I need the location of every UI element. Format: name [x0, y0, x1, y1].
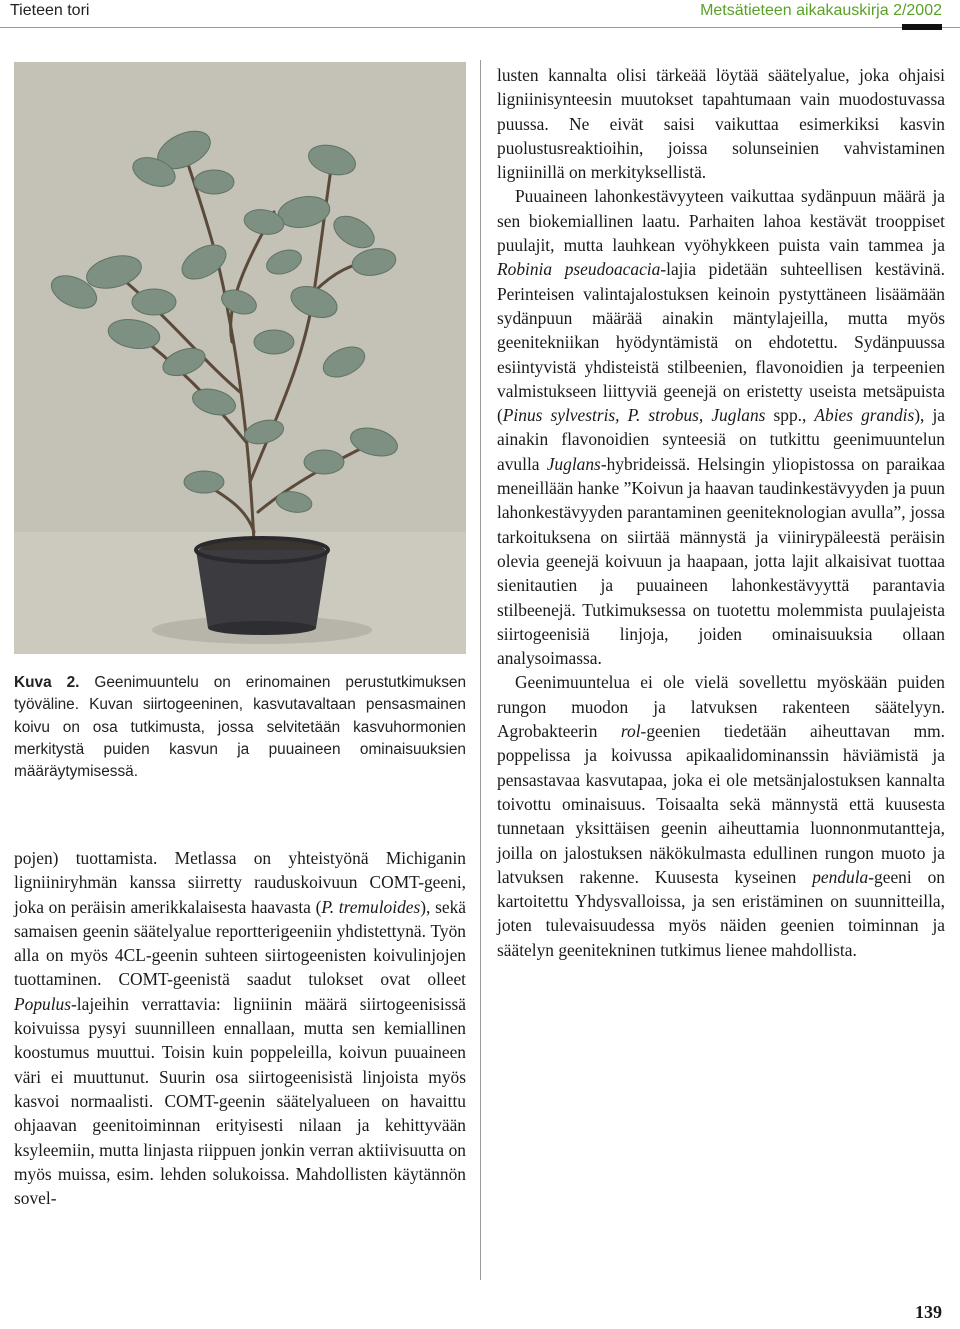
figure-label: Kuva 2. [14, 674, 80, 691]
text-run: -geenien tiedetään aiheuttavan mm. poppelissa ja koivussa apikaalidominanssin häviämistä ja pensastavaa kasvutapaa, joka ei ole metsänjalostuksen kannalta toivottu ominaisuus. Toisaalta sekä männystä että kuusesta tunnetaan yksittäisen geenin aiheuttamia luonnonmutantteja, joilla on jalostuksen näkökulmasta edullinen rungon muoto ja latvuksen rakenne. Kuusesta kyseinen [497, 721, 945, 887]
text-run: -geeni on kartoitettu Yhdysvalloissa, ja sen eristäminen on suunnitteilla, joten tulevaisuudessa myös näiden geenien toiminnan ja säätelyn geenitekninen tutkimus lienee mahdollista. [497, 866, 945, 960]
text-run: ), sekä samaisen geenin säätelyalue reportterigeeniin yhdistettynä. Työn alla on myös 4CL-geenin suhteen siirtogeenisten koivulinjojen tuottaminen. COMT-geenistä saadut tulokset ovat olleet [14, 896, 466, 990]
left-paragraph-1 [14, 846, 466, 1210]
page-number: 139 [915, 1302, 942, 1322]
text-run: lusten kannalta olisi tärkeää löytää säätelyalue, joka ohjaisi ligniinisynteesin muutokset tapahtumaan vain muodostuvassa puussa. Ne eivät saisi vaikuttaa esimerkiksi kasvin puolustusreaktioihin, joissa solunseinien vahvistaminen ligniinillä on merkityksellistä. [497, 65, 945, 183]
section-title: Tieteen tori [10, 2, 90, 19]
header-marker [902, 24, 942, 30]
figure-caption-text: Geenimuuntelu on erinomainen perustutkimuksen työväline. Kuvan siirtogeeninen, kasvutavaltaan pensasmainen koivu on osa tutkimusta, jossa selvitetään kasvuhormonien merkitystä puiden kasvun ja puuaineen ominaisuuksien määräytymisessä. [14, 674, 467, 781]
journal-title: Metsätieteen aikakauskirja 2/2002 [700, 2, 942, 19]
text-run: -lajeihin verrattavia: ligniinin määrä siirtogeenisissä koivuissa pysyi suunnilleen ennallaan, mutta sen kemiallinen koostumus muuttui. Toisin kuin poppeleilla, koivun puuaineen väri ei muuttunut. Suurin osa siirtogeenisistä linjoista myös kasvoi normaalisti. COMT-geenin säätelyalueen on havaittu ohjaavan geenitoiminnan erityisesti nilaan ja kehittyvään ksyleemiin, mutta linjasta riippuen jonkin verran aktiivisuutta on myös muissa, esim. lehden solukoissa. Mahdollisten käytännön sovel- [14, 993, 466, 1209]
text-run: -hybrideissä. Helsingin yliopistossa on paraikaa meneillään hanke ”Koivun ja haavan taudinkestävyyden ja puun lahonkestävyyden parantaminen geeniteknologian avulla”, jossa tarkoituksena on siirtää männystä ja viinirypäleestä peräisin olevia geenejä koivuun ja haapaan, jotta lajit alkaisivat tuottaa sienitautien ja puuaineen lahonkestävyyttä parantavia stilbeenejä. Tutkimuksessa on tuotettu molemmista puulajeista siirtogeenisiä linjoja, joiden ominaisuuksia ollaan analysoimassa. [497, 453, 945, 669]
italic-run: pendula [812, 866, 869, 887]
text-run: spp., [765, 405, 815, 426]
text-run: Geenimuuntelua ei ole vielä sovellettu myöskään puiden rungon muodon ja latvuksen rakenteen säätelyyn. Agrobakteerin [497, 672, 945, 742]
right-paragraph-1 [497, 63, 945, 184]
italic-run: P. tremuloides [321, 896, 421, 917]
text-run: -lajia pidetään suhteellisen kestävinä. Perinteisen valintajalostuksen keinoin pystyttäneen lisäämään sydänpuun määrää ainakin mäntylajeilla, mutta myös geenitekniikan hyödyntämistä on ehdotettu. Sydänpuussa esiintyvistä yhdisteistä stilbeenien, flavonoidien ja terpeenien valmistukseen liittyviä geenejä on eristetty useista metsäpuista ( [497, 259, 945, 426]
right-column [497, 63, 945, 962]
text-run: ), ja ainakin flavonoidien synteesiä on tutkittu geenimuuntelun avulla [497, 405, 945, 474]
italic-run: Robinia pseudoacacia [497, 259, 661, 280]
figure-photo [14, 62, 466, 654]
column-divider [480, 60, 481, 1280]
page-header [0, 0, 960, 30]
left-column [14, 846, 466, 1210]
italic-run: rol [620, 721, 641, 742]
header-rule [0, 27, 960, 28]
italic-run: Populus [14, 993, 72, 1014]
figure-caption [14, 672, 466, 783]
text-run: Puuaineen lahonkestävyyteen vaikuttaa sydänpuun määrä ja sen biokemiallinen laatu. Parhaiten lahoa kestävät trooppiset puulajit, mutta lauhkean vyöhykkeen puista vain tammea ja [497, 186, 945, 256]
text-run: pojen) tuottamista. Metlassa on yhteistyönä Michiganin ligniiniryhmän kanssa siirretty rauduskoivuun COMT-geeni, joka on peräisin amerikkalaisesta haavasta ( [14, 848, 466, 917]
right-paragraph-3 [497, 670, 945, 962]
right-paragraph-2 [497, 184, 945, 670]
italic-run: Pinus sylvestris, P. strobus, Juglans [502, 405, 766, 426]
italic-run: Abies grandis [814, 405, 915, 426]
italic-run: Juglans [546, 453, 601, 474]
